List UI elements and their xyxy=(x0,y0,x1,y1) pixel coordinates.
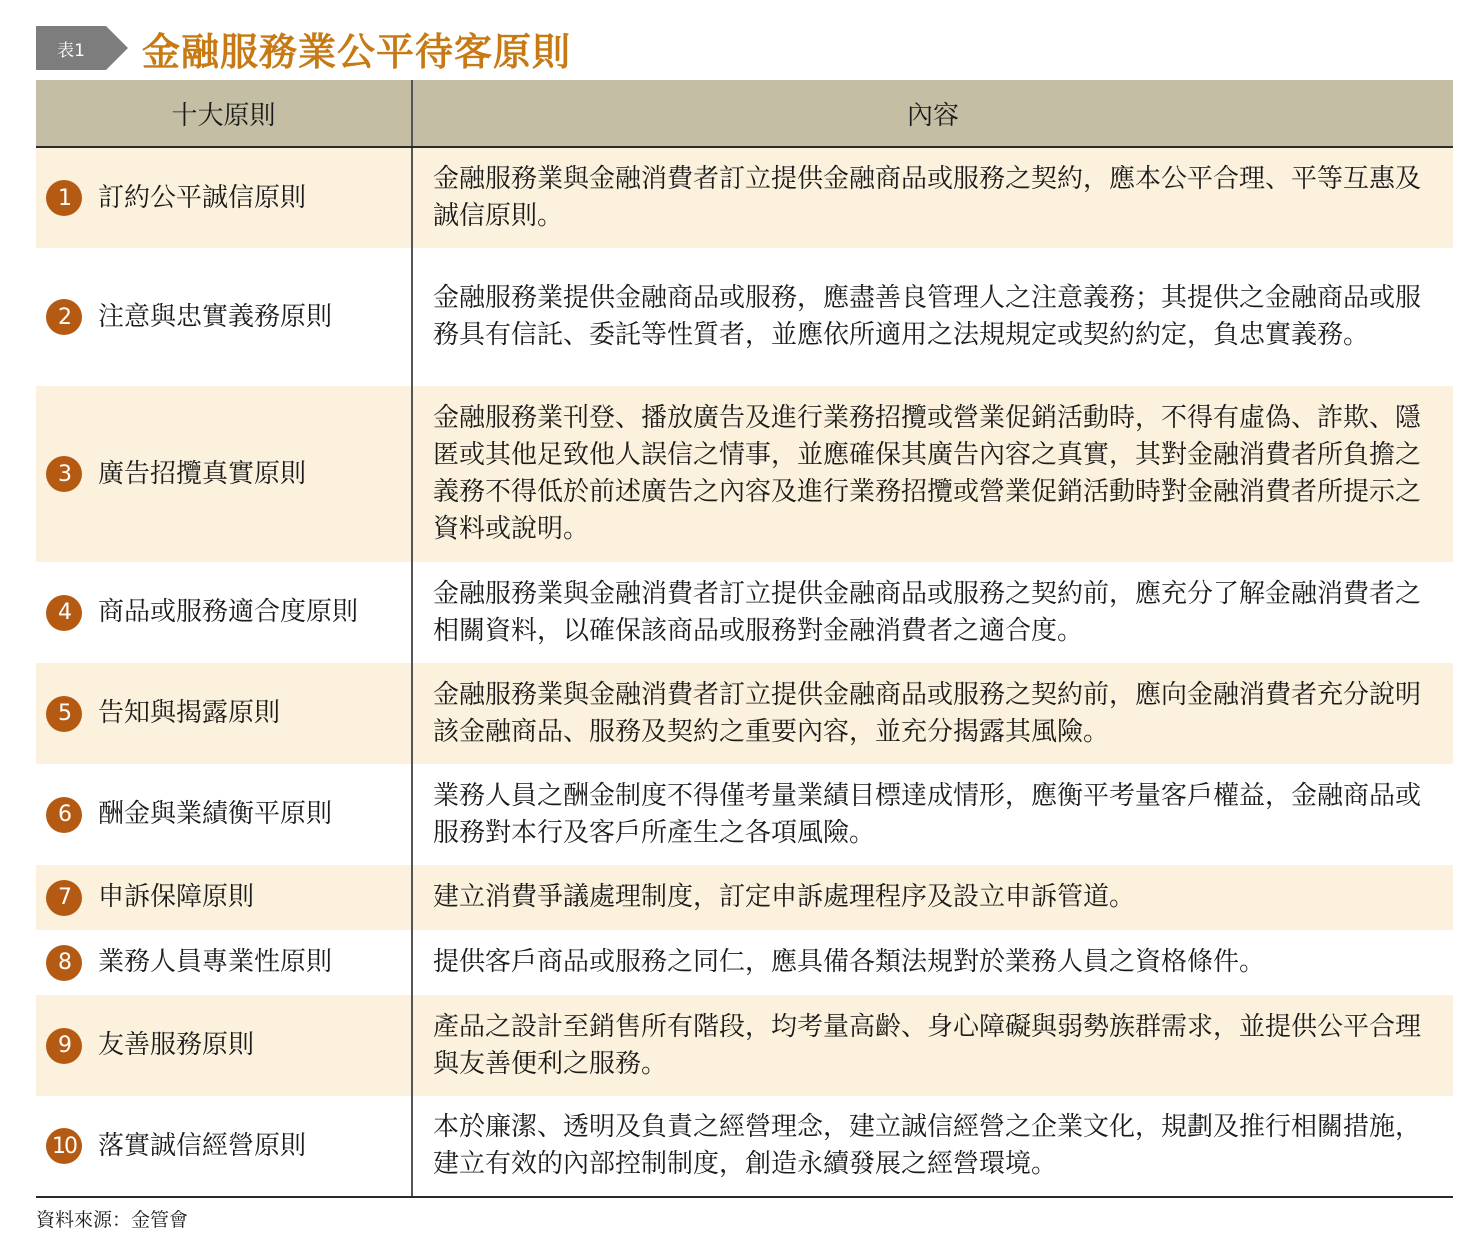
principle-cell xyxy=(36,147,412,248)
number-badge: 1 xyxy=(46,180,82,216)
principle-content: 金融服務業與金融消費者訂立提供金融商品或服務之契約前，應充分了解金融消費者之相關資料，以確保該商品或服務對金融消費者之適合度。 xyxy=(412,562,1453,663)
principle-name: 商品或服務適合度原則 xyxy=(98,597,359,627)
principle-name: 告知與揭露原則 xyxy=(98,698,281,728)
table-row xyxy=(36,562,1453,663)
principle-cell xyxy=(36,930,412,995)
principle-cell xyxy=(36,663,412,764)
principle-content: 建立消費爭議處理制度，訂定申訴處理程序及設立申訴管道。 xyxy=(412,865,1453,930)
page-title: 金融服務業公平待客原則 xyxy=(142,28,572,74)
number-badge: 9 xyxy=(46,1028,82,1064)
principle-content: 本於廉潔、透明及負責之經營理念，建立誠信經營之企業文化，規劃及推行相關措施，建立有效的內部控制制度，創造永續發展之經營環境。 xyxy=(412,1096,1453,1197)
table-header-row xyxy=(36,80,1453,147)
principles-table xyxy=(36,80,1453,1198)
number-badge: 3 xyxy=(46,456,82,492)
principle-name: 酬金與業績衡平原則 xyxy=(98,799,333,829)
principle-cell xyxy=(36,764,412,865)
number-badge: 8 xyxy=(46,945,82,981)
column-header-content: 內容 xyxy=(412,80,1453,147)
number-badge: 4 xyxy=(46,595,82,631)
principle-cell xyxy=(36,1096,412,1197)
table-row xyxy=(36,147,1453,248)
principle-name: 訂約公平誠信原則 xyxy=(98,182,307,213)
principle-content: 金融服務業與金融消費者訂立提供金融商品或服務之契約，應本公平合理、平等互惠及誠信原則。 xyxy=(412,147,1453,248)
table-row xyxy=(36,995,1453,1096)
principle-cell xyxy=(36,865,412,930)
table-row xyxy=(36,865,1453,930)
column-header-principle: 十大原則 xyxy=(36,80,412,147)
principle-cell xyxy=(36,248,412,386)
principle-name: 業務人員專業性原則 xyxy=(98,947,333,977)
principle-cell xyxy=(36,995,412,1096)
number-badge: 7 xyxy=(46,880,82,916)
principle-name: 申訴保障原則 xyxy=(98,882,255,912)
number-badge: 2 xyxy=(46,299,82,335)
number-badge: 5 xyxy=(46,696,82,732)
principle-content: 金融服務業刊登、播放廣告及進行業務招攬或營業促銷活動時，不得有虛偽、詐欺、隱匿或其他足致他人誤信之情事，並應確保其廣告內容之真實，其對金融消費者所負擔之義務不得低於前述廣告之內容及進行業務招攬或營業促銷活動時對金融消費者所提示之資料或說明。 xyxy=(412,386,1453,562)
table-row xyxy=(36,930,1453,995)
principle-content: 金融服務業與金融消費者訂立提供金融商品或服務之契約前，應向金融消費者充分說明該金融商品、服務及契約之重要內容，並充分揭露其風險。 xyxy=(412,663,1453,764)
source-note: 資料來源：金管會 xyxy=(36,1209,189,1231)
principle-content: 提供客戶商品或服務之同仁，應具備各類法規對於業務人員之資格條件。 xyxy=(412,930,1453,995)
principle-name: 友善服務原則 xyxy=(98,1030,255,1060)
table-header-bar xyxy=(36,20,571,76)
principle-name: 廣告招攬真實原則 xyxy=(98,458,307,489)
number-badge: 10 xyxy=(46,1128,82,1164)
principle-cell xyxy=(36,386,412,562)
table-row xyxy=(36,764,1453,865)
number-badge: 6 xyxy=(46,797,82,833)
principle-content: 產品之設計至銷售所有階段，均考量高齡、身心障礙與弱勢族群需求，並提供公平合理與友善便利之服務。 xyxy=(412,995,1453,1096)
principle-name: 落實誠信經營原則 xyxy=(98,1130,307,1161)
principle-name: 注意與忠實義務原則 xyxy=(98,301,333,332)
table-row xyxy=(36,248,1453,386)
principle-cell xyxy=(36,562,412,663)
table-row xyxy=(36,1096,1453,1197)
table-row xyxy=(36,386,1453,562)
principle-content: 業務人員之酬金制度不得僅考量業績目標達成情形，應衡平考量客戶權益，金融商品或服務對本行及客戶所產生之各項風險。 xyxy=(412,764,1453,865)
principle-content: 金融服務業提供金融商品或服務，應盡善良管理人之注意義務；其提供之金融商品或服務具有信託、委託等性質者，並應依所適用之法規規定或契約約定，負忠實義務。 xyxy=(412,248,1453,386)
table-number-tag: 表1 xyxy=(36,26,106,70)
table-row xyxy=(36,663,1453,764)
